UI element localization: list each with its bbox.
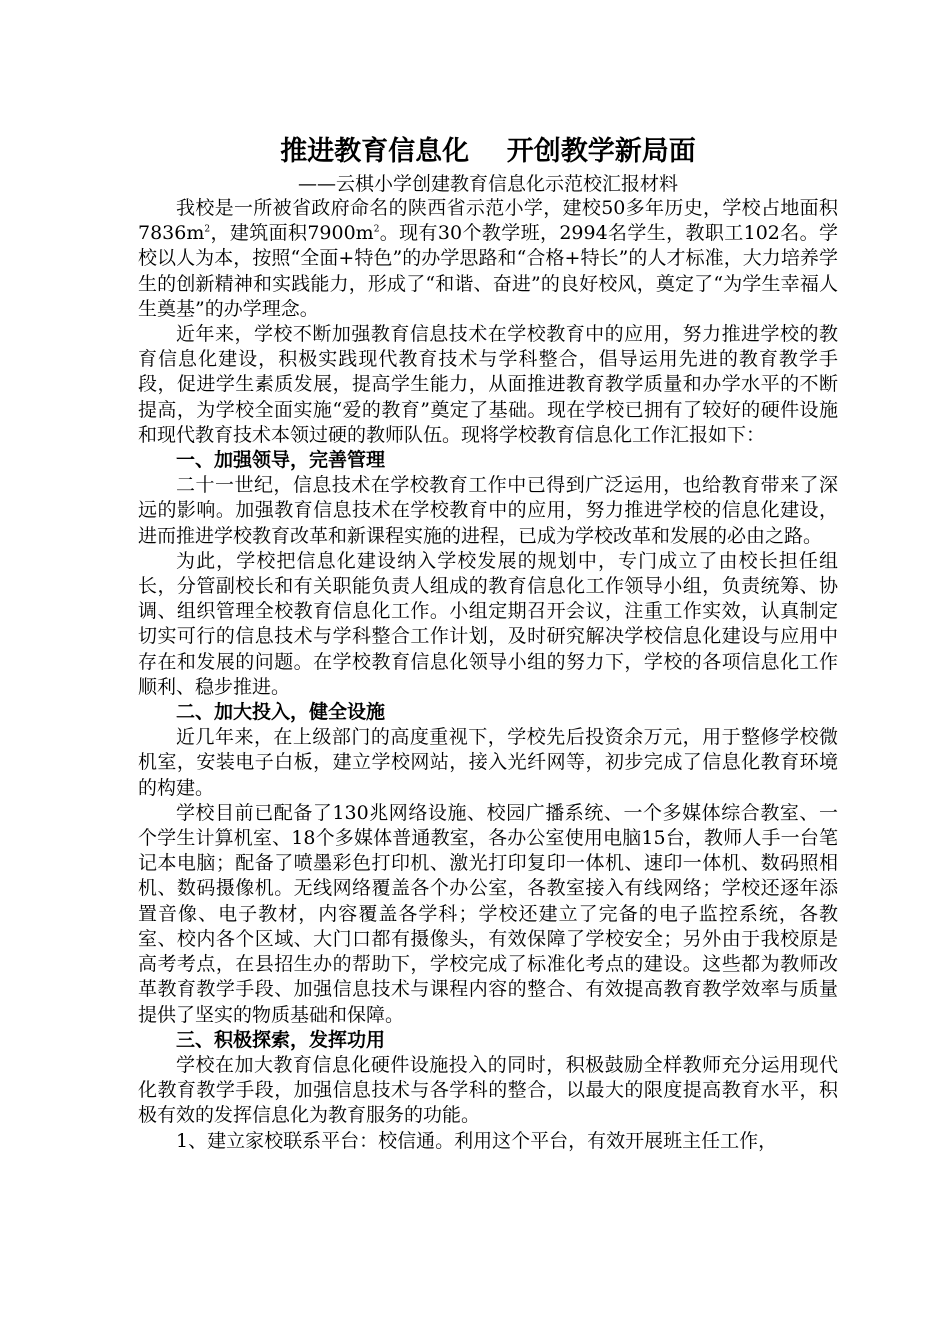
document-title: 推进教育信息化 开创教学新局面 xyxy=(280,136,696,167)
intro-text-c: 。现有30个教学班，2994名学生，教职工102名。学校以人为本，按照“全面+特色”的办学思路和“合格+特长”的人才标准，大力培养学生的创新精神和实践能力，形成了“和谐、奋进”的良好校风，奠定了“为学生幸福人生奠基”的办学理念。 xyxy=(138,222,838,320)
section1-paragraph-2: 为此，学校把信息化建设纳入学校发展的规划中，专门成立了由校长担任组长，分管副校长和有关职能负责人组成的教育信息化工作领导小组，负责统筹、协调、组织管理全校教育信息化工作。小组定期召开会议，注重工作实效，认真制定切实可行的信息技术与学科整合工作计划，及时研究解决学校信息化建设与应用中存在和发展的问题。在学校教育信息化领导小组的努力下，学校的各项信息化工作顺利、稳步推进。 xyxy=(138,549,838,698)
section2-paragraph-1: 近几年来，在上级部门的高度重视下，学校先后投资余万元，用于整修学校微机室，安装电子白板，建立学校网站，接入光纤网等，初步完成了信息化教育环境的构建。 xyxy=(138,726,838,799)
document-subtitle: ——云棋小学创建教育信息化示范校汇报材料 xyxy=(297,173,678,195)
section3-paragraph-1: 学校在加大教育信息化硬件设施投入的同时，积极鼓励全样教师充分运用现代化教育教学手段，加强信息技术与各学科的整合，以最大的限度提高教育水平，积极有效的发挥信息化为教育服务的功能。 xyxy=(138,1053,838,1127)
section-heading-1: 一、加强领导，完善管理 xyxy=(176,449,386,472)
section1-paragraph-1: 二十一世纪，信息技术在学校教育工作中已得到广泛运用，也给教育带来了深远的影响。加强教育信息技术在学校教育中的应用，努力推进学校的信息化建设，进而推进学校教育改革和新课程实施的进程，已成为学校改革和发展的必由之路。 xyxy=(138,474,838,547)
section3-paragraph-2: 1、建立家校联系平台：校信通。利用这个平台，有效开展班主任工作， xyxy=(176,1129,778,1152)
section-heading-2: 二、加大投入，健全设施 xyxy=(176,701,386,724)
intro-text-b: ，建筑面积7900m xyxy=(210,222,374,245)
superscript-2: 2 xyxy=(373,224,380,235)
intro-paragraph-1 xyxy=(138,196,838,322)
superscript-1: 2 xyxy=(204,224,211,235)
document-body xyxy=(138,132,838,1154)
section-heading-3: 三、积极探索，发挥功用 xyxy=(176,1028,386,1051)
intro-paragraph-2: 近年来，学校不断加强教育信息技术在学校教育中的应用，努力推进学校的教育信息化建设，积极实践现代教育技术与学科整合，倡导运用先进的教育教学手段，促进学生素质发展，提高学生能力，从面推进教育教学质量和办学水平的不断提高，为学校全面实施“爱的教育”奠定了基础。现在学校已拥有了较好的硬件设施和现代教育技术本领过硬的教师队伍。现将学校教育信息化工作汇报如下： xyxy=(138,323,838,446)
intro-text-a: 我校是一所被省政府命名的陕西省示范小学，建校50多年历史，学校占地面积7836m xyxy=(138,197,838,245)
section2-paragraph-2: 学校目前已配备了130兆网络设施、校园广播系统、一个多媒体综合教室、一个学生计算机室、18个多媒体普通教室，各办公室使用电脑15台，教师人手一台笔记本电脑；配备了喷墨彩色打印机、激光打印复印一体机、速印一体机、数码照相机、数码摄像机。无线网络覆盖各个办公室，各教室接入有线网络；学校还逐年添置音像、电子教材，内容覆盖各学科；学校还建立了完备的电子监控系统，各教室、校内各个区域、大门口都有摄像头，有效保障了学校安全；另外由于我校原是高考考点，在县招生办的帮助下，学校完成了标准化考点的建设。这些都为教师改革教育教学手段、加强信息技术与课程内容的整合、有效提高教育教学效率与质量提供了坚实的物质基础和保障。 xyxy=(138,801,838,1026)
